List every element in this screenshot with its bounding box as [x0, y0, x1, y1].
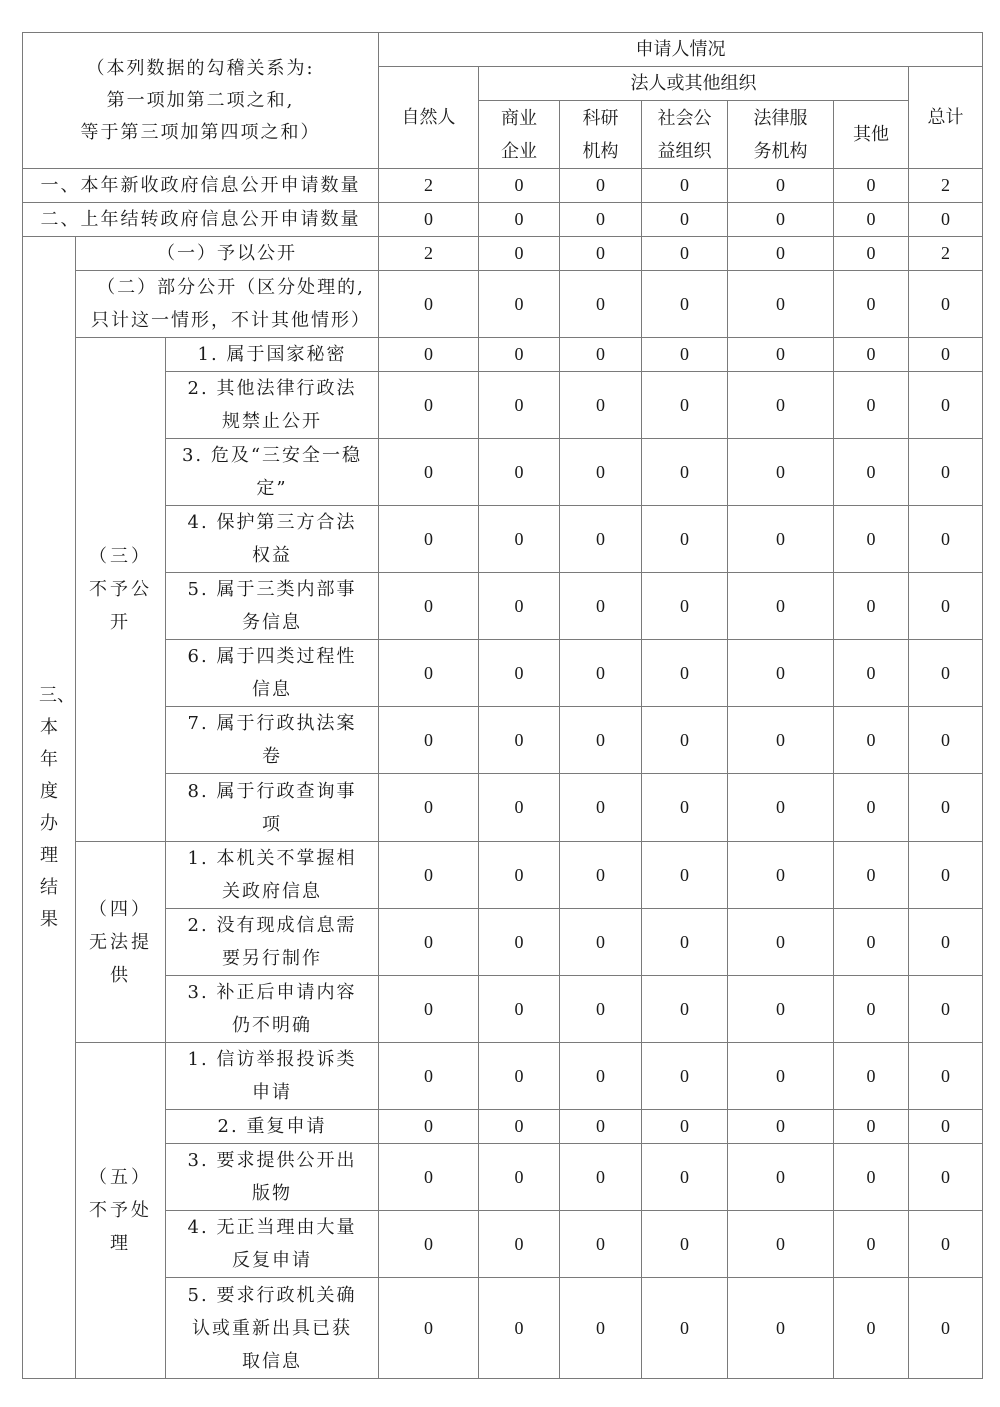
item-line: 反复申请 — [232, 1250, 312, 1271]
item-line: 取信息 — [242, 1350, 302, 1372]
item-label — [166, 707, 379, 774]
item-line: 1. 属于国家秘密 — [197, 344, 347, 365]
item-line: 2. 没有现成信息需 — [187, 915, 357, 936]
row-label: 一、本年新收政府信息公开申请数量 — [23, 169, 379, 203]
value-cell: 0 — [909, 842, 983, 909]
value-cell: 0 — [728, 506, 834, 573]
value-cell: 0 — [642, 774, 728, 842]
value-cell: 0 — [379, 1043, 479, 1110]
value-cell: 0 — [379, 372, 479, 439]
category-label — [76, 842, 166, 1043]
value-cell: 0 — [909, 640, 983, 707]
applicant-situation-header: 申请人情况 — [379, 33, 983, 67]
value-cell: 0 — [479, 909, 560, 976]
item-line: 权益 — [252, 545, 292, 566]
value-cell: 0 — [479, 1211, 560, 1278]
value-cell: 0 — [479, 203, 560, 237]
value-cell: 0 — [642, 203, 728, 237]
value-cell: 0 — [909, 774, 983, 842]
value-cell: 0 — [379, 506, 479, 573]
value-cell: 0 — [379, 640, 479, 707]
note-line: 等于第三项加第四项之和） — [80, 121, 321, 143]
value-cell: 0 — [909, 909, 983, 976]
value-cell: 0 — [642, 439, 728, 506]
value-cell: 0 — [560, 169, 642, 203]
category-line: （四） — [89, 898, 152, 920]
item-line: 要另行制作 — [222, 948, 322, 969]
social-welfare-header: 社会公 益组织 — [642, 101, 728, 169]
value-cell: 0 — [642, 640, 728, 707]
item-label — [166, 1110, 379, 1144]
row-label: （一）予以公开 — [76, 237, 379, 271]
value-cell: 0 — [560, 203, 642, 237]
value-cell: 0 — [642, 372, 728, 439]
category-label — [76, 1043, 166, 1379]
label-line: （二）部分公开（区分处理的, — [97, 277, 365, 298]
item-label — [166, 640, 379, 707]
value-cell: 0 — [379, 774, 479, 842]
value-cell: 0 — [479, 1110, 560, 1144]
value-cell: 0 — [642, 909, 728, 976]
legal-service-header: 法律服 务机构 — [728, 101, 834, 169]
item-label — [166, 842, 379, 909]
value-cell: 0 — [728, 573, 834, 640]
value-cell: 0 — [560, 1043, 642, 1110]
item-line: 仍不明确 — [232, 1015, 312, 1036]
value-cell: 0 — [560, 506, 642, 573]
category-line: 开 — [110, 612, 131, 633]
other-header: 其他 — [834, 101, 909, 169]
value-cell: 0 — [642, 1211, 728, 1278]
value-cell: 0 — [728, 909, 834, 976]
note-line: 第一项加第二项之和, — [106, 89, 295, 111]
value-cell: 0 — [909, 338, 983, 372]
item-line: 版物 — [252, 1183, 292, 1204]
value-cell: 0 — [834, 338, 909, 372]
value-cell: 0 — [560, 271, 642, 338]
item-line: 8. 属于行政查询事 — [187, 780, 357, 802]
value-cell: 0 — [909, 1278, 983, 1379]
value-cell: 0 — [560, 774, 642, 842]
value-cell: 0 — [642, 976, 728, 1043]
value-cell: 0 — [834, 1110, 909, 1144]
category-label — [76, 338, 166, 842]
value-cell: 0 — [642, 169, 728, 203]
value-cell: 0 — [909, 1110, 983, 1144]
note-line: （本列数据的勾稽关系为: — [86, 57, 315, 79]
item-line: 务信息 — [242, 612, 302, 633]
value-cell: 0 — [834, 774, 909, 842]
value-cell: 0 — [479, 976, 560, 1043]
value-cell: 0 — [642, 573, 728, 640]
row-label — [76, 271, 379, 338]
value-cell: 0 — [834, 842, 909, 909]
item-label — [166, 1278, 379, 1379]
natural-person-header: 自然人 — [379, 67, 479, 169]
value-cell: 0 — [909, 506, 983, 573]
value-cell: 0 — [379, 909, 479, 976]
value-cell: 0 — [479, 372, 560, 439]
value-cell: 0 — [560, 909, 642, 976]
value-cell: 0 — [379, 1144, 479, 1211]
value-cell: 0 — [642, 237, 728, 271]
value-cell: 0 — [728, 203, 834, 237]
value-cell: 2 — [379, 169, 479, 203]
section-three-label — [23, 237, 76, 1379]
item-line: 5. 属于三类内部事 — [187, 579, 357, 600]
value-cell: 0 — [560, 237, 642, 271]
item-line: 5. 要求行政机关确 — [187, 1284, 357, 1306]
value-cell: 0 — [479, 842, 560, 909]
item-line: 申请 — [252, 1082, 292, 1103]
value-cell: 0 — [728, 372, 834, 439]
category-line: 不予处 — [89, 1200, 152, 1221]
total-header: 总计 — [909, 67, 983, 169]
value-cell: 0 — [479, 573, 560, 640]
disclosure-stats-table — [22, 32, 983, 1379]
value-cell: 0 — [728, 1278, 834, 1379]
item-line: 关政府信息 — [222, 881, 322, 902]
value-cell: 0 — [642, 1110, 728, 1144]
value-cell: 0 — [834, 506, 909, 573]
value-cell: 0 — [642, 1043, 728, 1110]
value-cell: 0 — [909, 271, 983, 338]
value-cell: 0 — [834, 1043, 909, 1110]
value-cell: 0 — [642, 271, 728, 338]
value-cell: 0 — [909, 1043, 983, 1110]
value-cell: 0 — [479, 271, 560, 338]
value-cell: 0 — [834, 1144, 909, 1211]
item-label — [166, 774, 379, 842]
value-cell: 0 — [642, 842, 728, 909]
value-cell: 0 — [379, 1110, 479, 1144]
value-cell: 0 — [728, 842, 834, 909]
value-cell: 0 — [560, 1278, 642, 1379]
value-cell: 0 — [834, 707, 909, 774]
section-three-text: 三、本年度办理结果 — [39, 684, 75, 930]
value-cell: 0 — [728, 976, 834, 1043]
item-label — [166, 976, 379, 1043]
value-cell: 0 — [560, 842, 642, 909]
item-line: 项 — [262, 813, 282, 835]
value-cell: 0 — [560, 1211, 642, 1278]
category-line: 理 — [110, 1233, 131, 1254]
category-line: （五） — [89, 1167, 152, 1188]
value-cell: 0 — [379, 976, 479, 1043]
value-cell: 0 — [642, 506, 728, 573]
table-note-cell — [23, 33, 379, 169]
commercial-header: 商业 企业 — [479, 101, 560, 169]
value-cell: 0 — [909, 976, 983, 1043]
item-line: 1. 信访举报投诉类 — [187, 1049, 357, 1070]
value-cell: 0 — [834, 372, 909, 439]
value-cell: 0 — [834, 909, 909, 976]
value-cell: 0 — [642, 1144, 728, 1211]
value-cell: 0 — [728, 707, 834, 774]
item-line: 信息 — [252, 679, 292, 700]
value-cell: 0 — [834, 271, 909, 338]
value-cell: 0 — [560, 439, 642, 506]
value-cell: 0 — [728, 1144, 834, 1211]
value-cell: 0 — [479, 774, 560, 842]
value-cell: 0 — [479, 707, 560, 774]
value-cell: 0 — [479, 1144, 560, 1211]
value-cell: 0 — [834, 1278, 909, 1379]
value-cell: 0 — [642, 707, 728, 774]
value-cell: 0 — [560, 707, 642, 774]
item-line: 4. 保护第三方合法 — [187, 512, 357, 533]
value-cell: 2 — [909, 237, 983, 271]
value-cell: 0 — [379, 1278, 479, 1379]
item-line: 2. 重复申请 — [217, 1116, 327, 1137]
item-label — [166, 1043, 379, 1110]
value-cell: 0 — [560, 640, 642, 707]
item-line: 定” — [256, 478, 288, 499]
value-cell: 0 — [909, 372, 983, 439]
value-cell: 0 — [560, 372, 642, 439]
value-cell: 0 — [642, 1278, 728, 1379]
value-cell: 0 — [909, 203, 983, 237]
value-cell: 0 — [728, 169, 834, 203]
value-cell: 0 — [834, 1211, 909, 1278]
value-cell: 0 — [834, 237, 909, 271]
category-line: 不予公 — [89, 579, 152, 600]
item-line: 规禁止公开 — [222, 411, 322, 432]
value-cell: 0 — [834, 439, 909, 506]
value-cell: 0 — [834, 976, 909, 1043]
value-cell: 0 — [728, 774, 834, 842]
value-cell: 0 — [728, 338, 834, 372]
item-label — [166, 372, 379, 439]
item-line: 1. 本机关不掌握相 — [187, 848, 357, 869]
value-cell: 0 — [728, 271, 834, 338]
item-label — [166, 1144, 379, 1211]
item-label — [166, 573, 379, 640]
value-cell: 0 — [834, 640, 909, 707]
category-line: 供 — [110, 964, 131, 986]
category-line: （三） — [89, 546, 152, 567]
value-cell: 0 — [379, 707, 479, 774]
item-label — [166, 1211, 379, 1278]
item-line: 3. 要求提供公开出 — [187, 1150, 357, 1171]
value-cell: 0 — [379, 203, 479, 237]
value-cell: 0 — [728, 640, 834, 707]
value-cell: 0 — [834, 573, 909, 640]
item-label — [166, 909, 379, 976]
value-cell: 0 — [560, 573, 642, 640]
value-cell: 0 — [642, 338, 728, 372]
value-cell: 0 — [479, 237, 560, 271]
research-header: 科研 机构 — [560, 101, 642, 169]
value-cell: 0 — [909, 707, 983, 774]
value-cell: 0 — [560, 338, 642, 372]
item-line: 2. 其他法律行政法 — [187, 378, 357, 399]
item-line: 认或重新出具已获 — [192, 1317, 352, 1339]
value-cell: 0 — [479, 1278, 560, 1379]
value-cell: 0 — [479, 439, 560, 506]
value-cell: 0 — [560, 1110, 642, 1144]
value-cell: 0 — [834, 169, 909, 203]
value-cell: 0 — [909, 439, 983, 506]
value-cell: 0 — [834, 203, 909, 237]
item-label — [166, 439, 379, 506]
value-cell: 0 — [379, 573, 479, 640]
value-cell: 0 — [379, 338, 479, 372]
value-cell: 0 — [560, 976, 642, 1043]
item-line: 卷 — [262, 746, 282, 767]
value-cell: 0 — [909, 573, 983, 640]
value-cell: 0 — [909, 1144, 983, 1211]
item-line: 7. 属于行政执法案 — [187, 713, 357, 734]
item-label — [166, 506, 379, 573]
item-line: 4. 无正当理由大量 — [187, 1217, 357, 1238]
value-cell: 0 — [479, 338, 560, 372]
legal-or-other-header: 法人或其他组织 — [479, 67, 909, 101]
item-line: 6. 属于四类过程性 — [187, 646, 357, 667]
value-cell: 0 — [379, 271, 479, 338]
label-line: 只计这一情形，不计其他情形） — [91, 310, 371, 331]
value-cell: 0 — [379, 1211, 479, 1278]
item-label — [166, 338, 379, 372]
value-cell: 0 — [479, 640, 560, 707]
item-line: 3. 危及“三安全一稳 — [181, 445, 363, 466]
value-cell: 0 — [479, 1043, 560, 1110]
value-cell: 0 — [379, 439, 479, 506]
value-cell: 2 — [379, 237, 479, 271]
value-cell: 0 — [728, 1110, 834, 1144]
value-cell: 0 — [560, 1144, 642, 1211]
item-line: 3. 补正后申请内容 — [187, 982, 357, 1003]
value-cell: 0 — [909, 1211, 983, 1278]
value-cell: 0 — [728, 237, 834, 271]
value-cell: 0 — [728, 1211, 834, 1278]
value-cell: 0 — [728, 1043, 834, 1110]
value-cell: 0 — [479, 506, 560, 573]
value-cell: 0 — [379, 842, 479, 909]
value-cell: 0 — [728, 439, 834, 506]
value-cell: 2 — [909, 169, 983, 203]
value-cell: 0 — [479, 169, 560, 203]
row-label: 二、上年结转政府信息公开申请数量 — [23, 203, 379, 237]
category-line: 无法提 — [89, 931, 152, 953]
